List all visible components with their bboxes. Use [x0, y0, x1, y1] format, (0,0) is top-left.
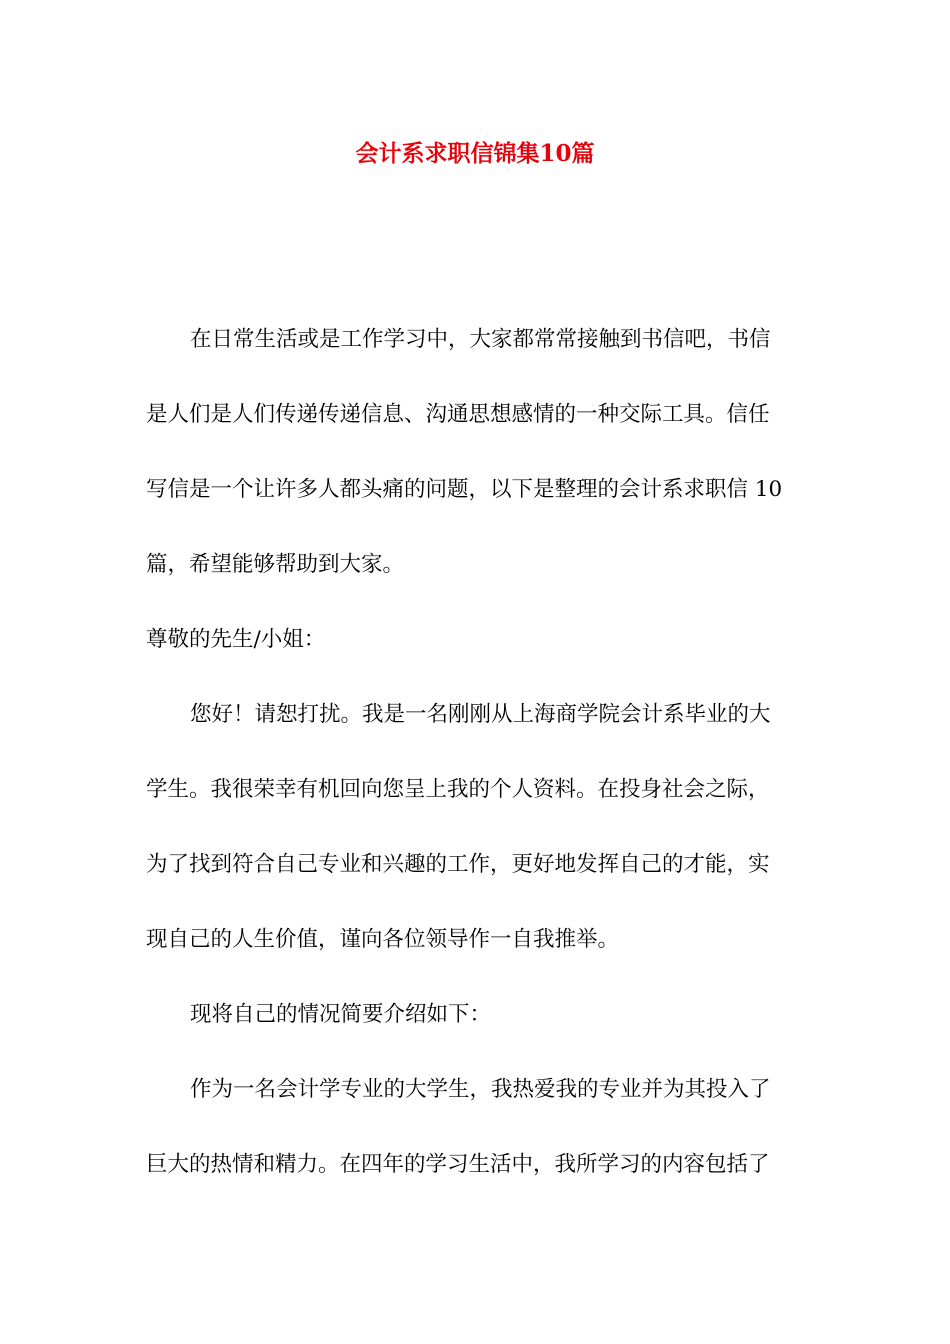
paragraph-line: 现将自己的情况简要介绍如下： — [190, 1002, 492, 1027]
paragraph-line: 为了找到符合自己专业和兴趣的工作，更好地发挥自己的才能，实 — [146, 852, 770, 877]
paragraph-line: 巨大的热情和精力。在四年的学习生活中，我所学习的内容包括了 — [146, 1152, 770, 1177]
paragraph-line: 是人们是人们传递传递信息、沟通思想感情的一种交际工具。信任 — [146, 402, 770, 427]
paragraph-line: 您好！请恕打扰。我是一名刚刚从上海商学院会计系毕业的大 — [190, 702, 771, 727]
paragraph-line: 篇，希望能够帮助到大家。 — [146, 552, 405, 577]
document-title: 会计系求职信锦集10篇 — [355, 140, 595, 167]
paragraph-line: 作为一名会计学专业的大学生，我热爱我的专业并为其投入了 — [190, 1077, 771, 1102]
salutation-line: 尊敬的先生/小姐： — [146, 627, 326, 652]
paragraph-line: 写信是一个让许多人都头痛的问题，以下是整理的会计系求职信 10 — [146, 477, 783, 502]
paragraph-line: 学生。我很荣幸有机回向您呈上我的个人资料。在投身社会之际， — [146, 777, 770, 802]
paragraph-line: 在日常生活或是工作学习中，大家都常常接触到书信吧，书信 — [190, 327, 771, 352]
paragraph-line: 现自己的人生价值，谨向各位领导作一自我推举。 — [146, 927, 620, 952]
